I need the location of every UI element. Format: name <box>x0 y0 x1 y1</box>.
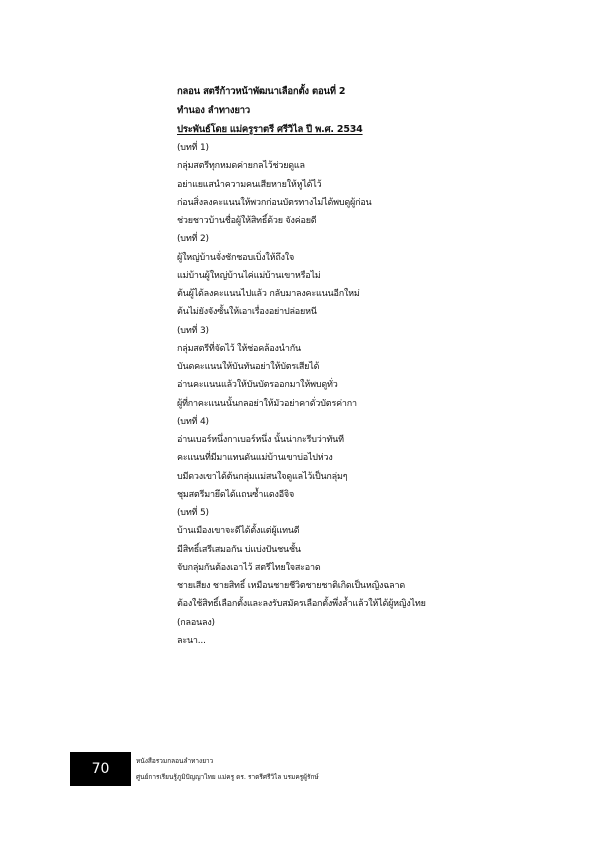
poem-author: ประพันธ์โดย แม่ครูราตรี ศรีวิไล ปี พ.ศ. 2534 <box>177 124 363 135</box>
page-number: 70 <box>70 752 131 786</box>
poem-line: อย่าแยแสนำความคนเสียหายให้หูได้ไว้ <box>177 179 322 190</box>
poem-line: ต้นไม่ยังจังซั้นให้เอาเรื่องอย่าปล่อยหนี <box>177 307 317 318</box>
poem-line: จับกลุ่มกันต้องเอาไว้ สตรีไทยใจสะอาด <box>177 562 321 573</box>
poem-line: แม่บ้านผู้ใหญ่บ้านไค่แม่บ้านเขาหรือไม่ <box>177 270 321 281</box>
poem-line: บันดคะแนนให้บันทันอย่าให้บัตรเสียได้ <box>177 362 320 372</box>
poem-line: ชายเสียง ชายสิทธิ์ เหมือนชายชีวิตชายชาติเกิดเป็นหญิงฉลาด <box>177 581 405 591</box>
poem-line: (บทที่ 5) <box>177 508 209 518</box>
poem-line: ก่อนสิ่งลงคะแนนให้พวกก่อนบัตรทางไม่ได้พบดูผู้ก่อน <box>177 197 372 208</box>
poem-line: ผู้ที่กาคะแนนนั้นกลอย่าให้มัวอย่าคาดั่วบัตรค่ากา <box>177 398 357 409</box>
poem-line: กลุ่มสตรีทุกหมดค่ายกลไว้ช่วยดูแล <box>177 161 305 172</box>
poem-text-block <box>177 82 537 650</box>
poem-line: ช่วยชาวบ้านชื่อผู้ให้สิทธิ์ด้วย จังค่อยดี <box>177 216 317 226</box>
poem-lines <box>177 139 537 650</box>
poem-line: บมีดวงเขาได้ต้นกลุ่มแม่สนใจดูแลไว้เป็นกลุ่มๆ <box>177 471 348 482</box>
poem-melody: ทำนอง ลำทางยาว <box>177 105 250 116</box>
poem-line: คะแนนที่มีมาแทนดันแม่บ้านเขาบ่อไปห่วง <box>177 453 333 464</box>
poem-line: อ่านคะแนนแล้วให้บันบัตรออกมาให้พบดูทั่ว <box>177 380 338 391</box>
poem-title: กลอน สตรีก้าวหน้าพัฒนาเลือกตั้ง ตอนที่ 2 <box>177 86 346 97</box>
poem-line: (บทที่ 1) <box>177 143 209 153</box>
publisher-line: ศูนย์การเรียนรู้ภูมิปัญญาไทย แม่ครู ดร. ราตรีศรีวิไล บรมครูผู้รักษ์ <box>136 773 319 781</box>
poem-line: (บทที่ 4) <box>177 416 209 427</box>
poem-line: (บทที่ 3) <box>177 325 209 336</box>
poem-line: (บทที่ 2) <box>177 234 209 245</box>
poem-line: อ่านเบอร์หนึ่งกาเบอร์หนึ่ง นั้นน่ากะรีบว่าทันที <box>177 435 344 445</box>
poem-line: ชุมสตรีมายึดได้แถนซ้ำแดงอีจิจ <box>177 489 295 500</box>
poem-line: ต้องใช้สิทธิ์เลือกตั้งและลงรับสมัครเลือกตั้งพึ่งล้ำแล้วให้ได้ผู้หญิงไทย <box>177 599 426 610</box>
poem-line: (กลอนลง) <box>177 617 215 628</box>
book-title: หนังสือรวมกลอนลำทางยาว <box>136 757 214 765</box>
poem-line: ต้นผู้ได้ลงคะแนนไปแล้ว กลับมาลงคะแนนอีกใหม่ <box>177 289 360 299</box>
poem-line: มีสิทธิ์เสรีเสมอกัน บ่แบ่งปันชนชั้น <box>177 544 301 555</box>
poem-line: ละนา... <box>177 635 206 646</box>
poem-line: กลุ่มสตรีที่จัดไว้ ให้ช่อคล้องนำกัน <box>177 343 301 354</box>
poem-line: ผู้ใหญ่บ้านจั่งชักชอบเบิ่งให้ถึงใจ <box>177 252 295 263</box>
poem-line: บ้านเมืองเขาจะดีได้ตั้งแต่ผู้แทนดี <box>177 526 300 537</box>
page-footer <box>70 752 550 786</box>
